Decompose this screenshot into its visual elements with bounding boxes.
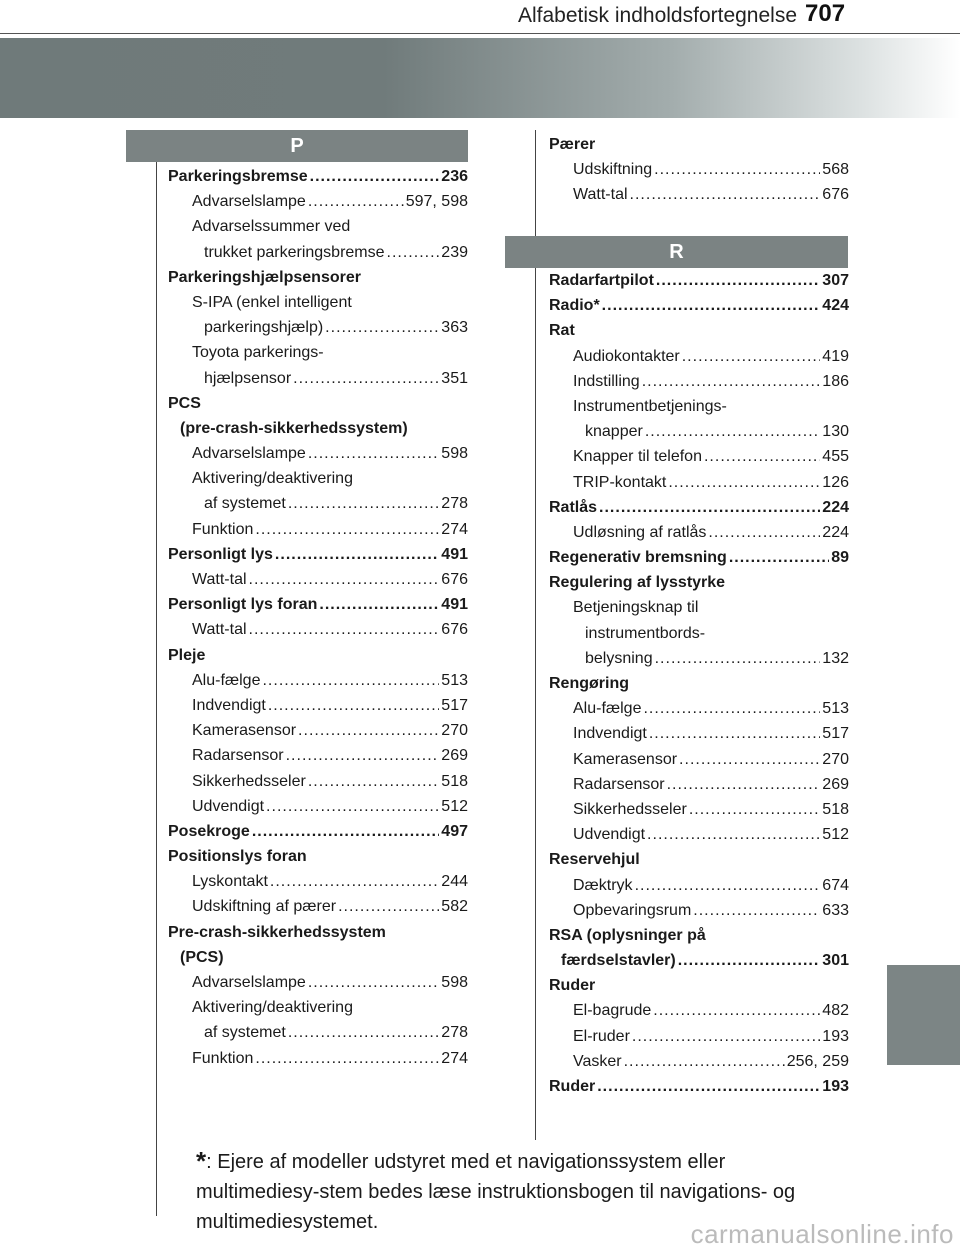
index-entry-text: færdselstavler) xyxy=(561,952,676,970)
index-entry xyxy=(156,819,468,844)
index-entry-text: Funktion xyxy=(192,1049,254,1067)
index-entry xyxy=(537,293,849,318)
index-entry xyxy=(156,315,468,340)
index-entry-text: Udløsning af ratlås xyxy=(573,523,707,541)
dot-leader xyxy=(288,1020,439,1045)
index-entry-text: Alu-fælge xyxy=(192,671,261,689)
index-entry-page: 517 xyxy=(441,696,468,714)
index-entry-text: Pærer xyxy=(549,136,596,153)
dot-leader xyxy=(338,894,439,919)
index-entry xyxy=(156,517,468,542)
index-entry-page: 89 xyxy=(831,549,849,567)
index-entry xyxy=(156,214,468,239)
header-rule xyxy=(0,33,960,34)
dot-leader xyxy=(298,718,439,743)
dot-leader xyxy=(602,293,821,318)
dot-leader xyxy=(310,164,440,189)
index-entry-page: 132 xyxy=(822,649,849,667)
page-number: 707 xyxy=(805,0,846,27)
index-entry-page: 270 xyxy=(441,722,468,740)
index-entry-page: 633 xyxy=(822,901,849,919)
index-entry-page: 224 xyxy=(822,498,849,516)
header-title: Alfabetisk indholdsfortegnelse xyxy=(518,4,798,27)
index-entry-text: parkeringshjælp) xyxy=(204,319,324,337)
index-entry xyxy=(537,696,849,721)
index-entry-page: 126 xyxy=(822,473,849,491)
index-entry-text: Rengøring xyxy=(549,675,629,692)
index-entry-page: 301 xyxy=(822,952,849,970)
index-entry xyxy=(537,595,849,620)
index-entry-text: Advarselslampe xyxy=(192,193,306,211)
index-entry xyxy=(156,164,468,189)
index-entry xyxy=(156,366,468,391)
index-entry-text: Vasker xyxy=(573,1052,622,1070)
index-entry-page: 274 xyxy=(441,1049,468,1067)
index-entry xyxy=(156,542,468,567)
dot-leader xyxy=(268,693,439,718)
index-entry-page: 512 xyxy=(441,797,468,815)
index-entry xyxy=(156,265,468,290)
index-entry xyxy=(156,920,468,945)
dot-leader xyxy=(678,948,821,973)
dot-leader xyxy=(667,772,821,797)
dot-leader xyxy=(693,898,820,923)
index-entry-text: hjælpsensor xyxy=(204,369,292,387)
index-entry xyxy=(537,495,849,520)
index-entry-text: Alu-fælge xyxy=(573,700,642,718)
index-entry-page: 582 xyxy=(441,898,468,916)
index-entry xyxy=(537,772,849,797)
index-entry-page: 676 xyxy=(822,186,849,204)
dot-leader xyxy=(288,491,439,516)
index-entry-page: 455 xyxy=(822,448,849,466)
index-entry xyxy=(537,797,849,822)
index-entry-page: 676 xyxy=(441,571,468,588)
index-entry-text: Reservehjul xyxy=(549,851,640,869)
index-entry xyxy=(156,718,468,743)
index-entry xyxy=(156,894,468,919)
index-entry-page: 274 xyxy=(441,520,468,538)
index-entry-text: Dæktryk xyxy=(573,876,633,894)
index-entry-page: 676 xyxy=(441,621,468,639)
index-entry-page: 239 xyxy=(441,243,468,261)
index-entry-page: 419 xyxy=(822,347,849,365)
dot-leader xyxy=(642,369,821,394)
index-entry-text: Rat xyxy=(549,322,575,340)
chapter-tab xyxy=(887,965,960,1065)
dot-leader xyxy=(649,721,820,746)
index-entry xyxy=(156,491,468,516)
dot-leader xyxy=(704,444,820,469)
index-entry-page: 130 xyxy=(822,423,849,441)
index-entry-page: 307 xyxy=(822,272,849,289)
index-entry-text: Watt-tal xyxy=(192,571,247,588)
index-entry xyxy=(537,570,849,595)
index-entry xyxy=(537,973,849,998)
dot-leader xyxy=(647,822,820,847)
index-entry-page: 193 xyxy=(822,1027,849,1045)
dot-leader xyxy=(682,344,821,369)
index-entry-text: Indvendigt xyxy=(573,725,647,743)
dot-leader xyxy=(308,769,439,794)
index-entry-text: af systemet xyxy=(204,495,286,513)
dot-leader xyxy=(597,1074,820,1099)
index-entry xyxy=(537,520,849,545)
index-entry xyxy=(537,646,849,671)
index-entry xyxy=(537,1024,849,1049)
footnote-text: : Ejere af modeller udstyret med et navigationssystem eller multimediesy-stem bedes læse instruktionsbogen til navigations- og multimediesystemet. xyxy=(196,1151,796,1233)
index-entry-text: TRIP-kontakt xyxy=(573,473,667,491)
index-entry-page: 269 xyxy=(441,747,468,765)
index-entry xyxy=(156,643,468,668)
index-entry-page: 236 xyxy=(441,168,468,185)
index-entry xyxy=(537,182,849,207)
index-entry-text: Betjeningsknap til xyxy=(573,599,699,617)
dot-leader xyxy=(293,366,439,391)
index-entry-text: Udvendigt xyxy=(192,797,265,815)
index-entry-text: Radarsensor xyxy=(192,747,284,765)
dot-leader xyxy=(308,189,404,214)
index-entry-text: instrumentbords- xyxy=(585,624,706,642)
index-entry xyxy=(537,1049,849,1074)
index-entry-text: Personligt lys foran xyxy=(168,596,318,614)
index-entry-text: Parkeringsbremse xyxy=(168,168,308,185)
index-entry-page: 363 xyxy=(441,319,468,337)
index-entry xyxy=(156,617,468,642)
index-entry-page: 513 xyxy=(441,671,468,689)
index-entry-page: 186 xyxy=(822,372,849,390)
index-entry xyxy=(537,318,849,343)
index-entry-text: Watt-tal xyxy=(573,186,628,204)
index-entry-page: 518 xyxy=(441,772,468,790)
index-entry-page: 278 xyxy=(441,495,468,513)
dot-leader xyxy=(632,1024,820,1049)
dot-leader xyxy=(266,794,439,819)
dot-leader xyxy=(635,873,821,898)
index-entry xyxy=(537,898,849,923)
index-entry xyxy=(537,369,849,394)
index-entry-text: Positionslys foran xyxy=(168,848,307,866)
index-entry-text: Kamerasensor xyxy=(192,722,297,740)
index-entry-text: Advarselssummer ved xyxy=(192,218,351,236)
index-entry xyxy=(156,844,468,869)
index-entry-text: Udskiftning xyxy=(573,161,653,179)
index-entry-text: RSA (oplysninger på xyxy=(549,926,706,944)
dot-leader xyxy=(653,998,820,1023)
index-entry-text: Knapper til telefon xyxy=(573,448,702,466)
index-entry-page: 244 xyxy=(441,873,468,891)
dot-leader xyxy=(387,240,440,265)
index-entry xyxy=(156,391,468,416)
index-entry xyxy=(537,1074,849,1099)
column-divider xyxy=(535,130,536,1140)
index-entry-page: 597, 598 xyxy=(405,193,468,211)
dot-leader xyxy=(645,419,820,444)
index-entry-text: Radarfartpilot xyxy=(549,272,654,289)
index-entry xyxy=(537,923,849,948)
index-entry-text: Watt-tal xyxy=(192,621,247,639)
index-entry-page: 491 xyxy=(441,596,468,614)
index-entry xyxy=(156,189,468,214)
dot-leader xyxy=(249,567,440,592)
index-entry xyxy=(537,822,849,847)
index-entry xyxy=(156,466,468,491)
index-entry xyxy=(537,873,849,898)
index-entry-page: 491 xyxy=(441,545,468,563)
index-entry-text: Advarselslampe xyxy=(192,445,306,463)
index-entry xyxy=(537,132,849,157)
dot-leader xyxy=(668,470,820,495)
dot-leader xyxy=(270,869,439,894)
index-entry xyxy=(537,671,849,696)
dot-leader xyxy=(252,819,439,844)
index-entry xyxy=(537,545,849,570)
index-entry xyxy=(156,668,468,693)
index-entry-text: Posekroge xyxy=(168,822,250,840)
index-entry-page: 256, 259 xyxy=(786,1052,849,1070)
index-entry-text: Indstilling xyxy=(573,372,640,390)
section-header-p: P xyxy=(126,130,468,162)
dot-leader xyxy=(655,646,821,671)
index-entry xyxy=(537,621,849,646)
left-column xyxy=(156,164,468,1071)
right-column-top xyxy=(537,132,849,208)
index-entry-text: Advarselslampe xyxy=(192,974,306,991)
footnote-marker: * xyxy=(196,1146,207,1176)
index-entry-text: PCS xyxy=(168,394,201,412)
index-entry-text: Aktivering/deaktivering xyxy=(192,999,353,1017)
index-entry-text: trukket parkeringsbremse xyxy=(204,243,385,261)
index-entry-text: Udskiftning af pærer xyxy=(192,898,337,916)
index-entry-page: 568 xyxy=(822,161,849,179)
index-entry-text: Ruder xyxy=(549,1078,596,1095)
index-entry xyxy=(537,344,849,369)
index-entry xyxy=(156,290,468,315)
dot-leader xyxy=(689,797,820,822)
index-entry xyxy=(156,567,468,592)
index-entry-text: Kamerasensor xyxy=(573,750,678,768)
index-entry-text: Pleje xyxy=(168,646,206,664)
index-entry-page: 278 xyxy=(441,1024,468,1042)
index-entry xyxy=(537,847,849,872)
index-entry xyxy=(156,743,468,768)
dot-leader xyxy=(255,1046,439,1071)
index-entry xyxy=(156,769,468,794)
index-entry-text: El-bagrude xyxy=(573,1002,652,1020)
dot-leader xyxy=(729,545,829,570)
header-banner xyxy=(0,38,960,118)
index-entry-text: Funktion xyxy=(192,520,254,538)
index-entry xyxy=(156,416,468,441)
index-entry-page: 269 xyxy=(822,775,849,793)
index-entry-page: 193 xyxy=(822,1078,849,1095)
dot-leader xyxy=(308,970,439,995)
index-entry-text: Ruder xyxy=(549,977,596,995)
index-entry-text: Radio* xyxy=(549,297,600,315)
index-entry-page: 497 xyxy=(441,822,468,840)
index-entry-text: Pre-crash-sikkerhedssystem xyxy=(168,923,386,941)
index-entry-text: Audiokontakter xyxy=(573,347,680,365)
dot-leader xyxy=(624,1049,785,1074)
index-entry-text: S-IPA (enkel intelligent xyxy=(192,293,352,311)
dot-leader xyxy=(319,592,439,617)
dot-leader xyxy=(255,517,439,542)
index-entry xyxy=(537,444,849,469)
index-entry-page: 424 xyxy=(822,297,849,315)
index-entry xyxy=(156,995,468,1020)
index-entry xyxy=(156,693,468,718)
index-entry xyxy=(156,441,468,466)
index-entry xyxy=(156,945,468,970)
index-entry-page: 598 xyxy=(441,445,468,463)
index-entry-text: Opbevaringsrum xyxy=(573,901,692,919)
index-entry xyxy=(537,721,849,746)
right-column-r xyxy=(537,268,849,1099)
dot-leader xyxy=(656,268,820,293)
index-entry-text: Aktivering/deaktivering xyxy=(192,470,353,488)
dot-leader xyxy=(308,441,439,466)
index-entry-text: Regulering af lysstyrke xyxy=(549,574,726,592)
index-entry xyxy=(156,240,468,265)
index-entry-text: (pre-crash-sikkerhedssystem) xyxy=(180,419,408,437)
dot-leader xyxy=(249,617,440,642)
index-entry-text: Instrumentbetjenings- xyxy=(573,397,727,415)
index-entry-text: Radarsensor xyxy=(573,775,665,793)
index-entry-text: Indvendigt xyxy=(192,696,266,714)
index-entry xyxy=(156,340,468,365)
index-entry-page: 351 xyxy=(441,369,468,387)
index-entry-page: 224 xyxy=(822,523,849,541)
index-entry-text: (PCS) xyxy=(180,948,224,966)
index-entry-page: 518 xyxy=(822,800,849,818)
index-entry-text: Personligt lys xyxy=(168,545,273,563)
dot-leader xyxy=(599,495,820,520)
dot-leader xyxy=(286,743,440,768)
dot-leader xyxy=(643,696,820,721)
index-entry xyxy=(156,592,468,617)
index-entry-text: Sikkerhedsseler xyxy=(573,800,687,818)
index-entry xyxy=(537,470,849,495)
index-entry-text: belysning xyxy=(585,649,653,667)
dot-leader xyxy=(630,182,821,207)
section-header-r: R xyxy=(505,236,848,268)
index-entry xyxy=(537,268,849,293)
index-entry-text: knapper xyxy=(585,423,643,441)
dot-leader xyxy=(262,668,439,693)
index-entry-page: 674 xyxy=(822,876,849,894)
index-entry xyxy=(537,747,849,772)
index-entry-text: Udvendigt xyxy=(573,826,646,844)
dot-leader xyxy=(679,747,820,772)
index-entry-text: Regenerativ bremsning xyxy=(549,549,727,567)
dot-leader xyxy=(325,315,439,340)
index-entry-text: Lyskontakt xyxy=(192,873,268,891)
index-entry-text: Ratlås xyxy=(549,498,598,516)
index-entry-page: 482 xyxy=(822,1002,849,1020)
index-entry-page: 598 xyxy=(441,974,468,991)
index-entry-text: af systemet xyxy=(204,1024,286,1042)
dot-leader xyxy=(275,542,439,567)
index-entry-page: 512 xyxy=(822,826,849,844)
index-entry xyxy=(156,869,468,894)
index-entry xyxy=(156,794,468,819)
index-entry-page: 517 xyxy=(822,725,849,743)
index-entry-page: 513 xyxy=(822,700,849,718)
index-entry-page: 270 xyxy=(822,750,849,768)
index-entry xyxy=(537,419,849,444)
dot-leader xyxy=(708,520,820,545)
index-entry xyxy=(537,157,849,182)
index-entry xyxy=(537,394,849,419)
index-entry-text: Sikkerhedsseler xyxy=(192,772,306,790)
index-entry xyxy=(156,1020,468,1045)
index-entry-text: Parkeringshjælpsensorer xyxy=(168,268,361,286)
index-entry xyxy=(537,948,849,973)
index-entry xyxy=(537,998,849,1023)
index-entry xyxy=(156,970,468,995)
index-entry-text: El-ruder xyxy=(573,1027,630,1045)
dot-leader xyxy=(654,157,820,182)
index-entry-text: Toyota parkerings- xyxy=(192,344,324,362)
watermark: carmanualsonline.info xyxy=(690,1219,954,1249)
index-entry xyxy=(156,1046,468,1071)
